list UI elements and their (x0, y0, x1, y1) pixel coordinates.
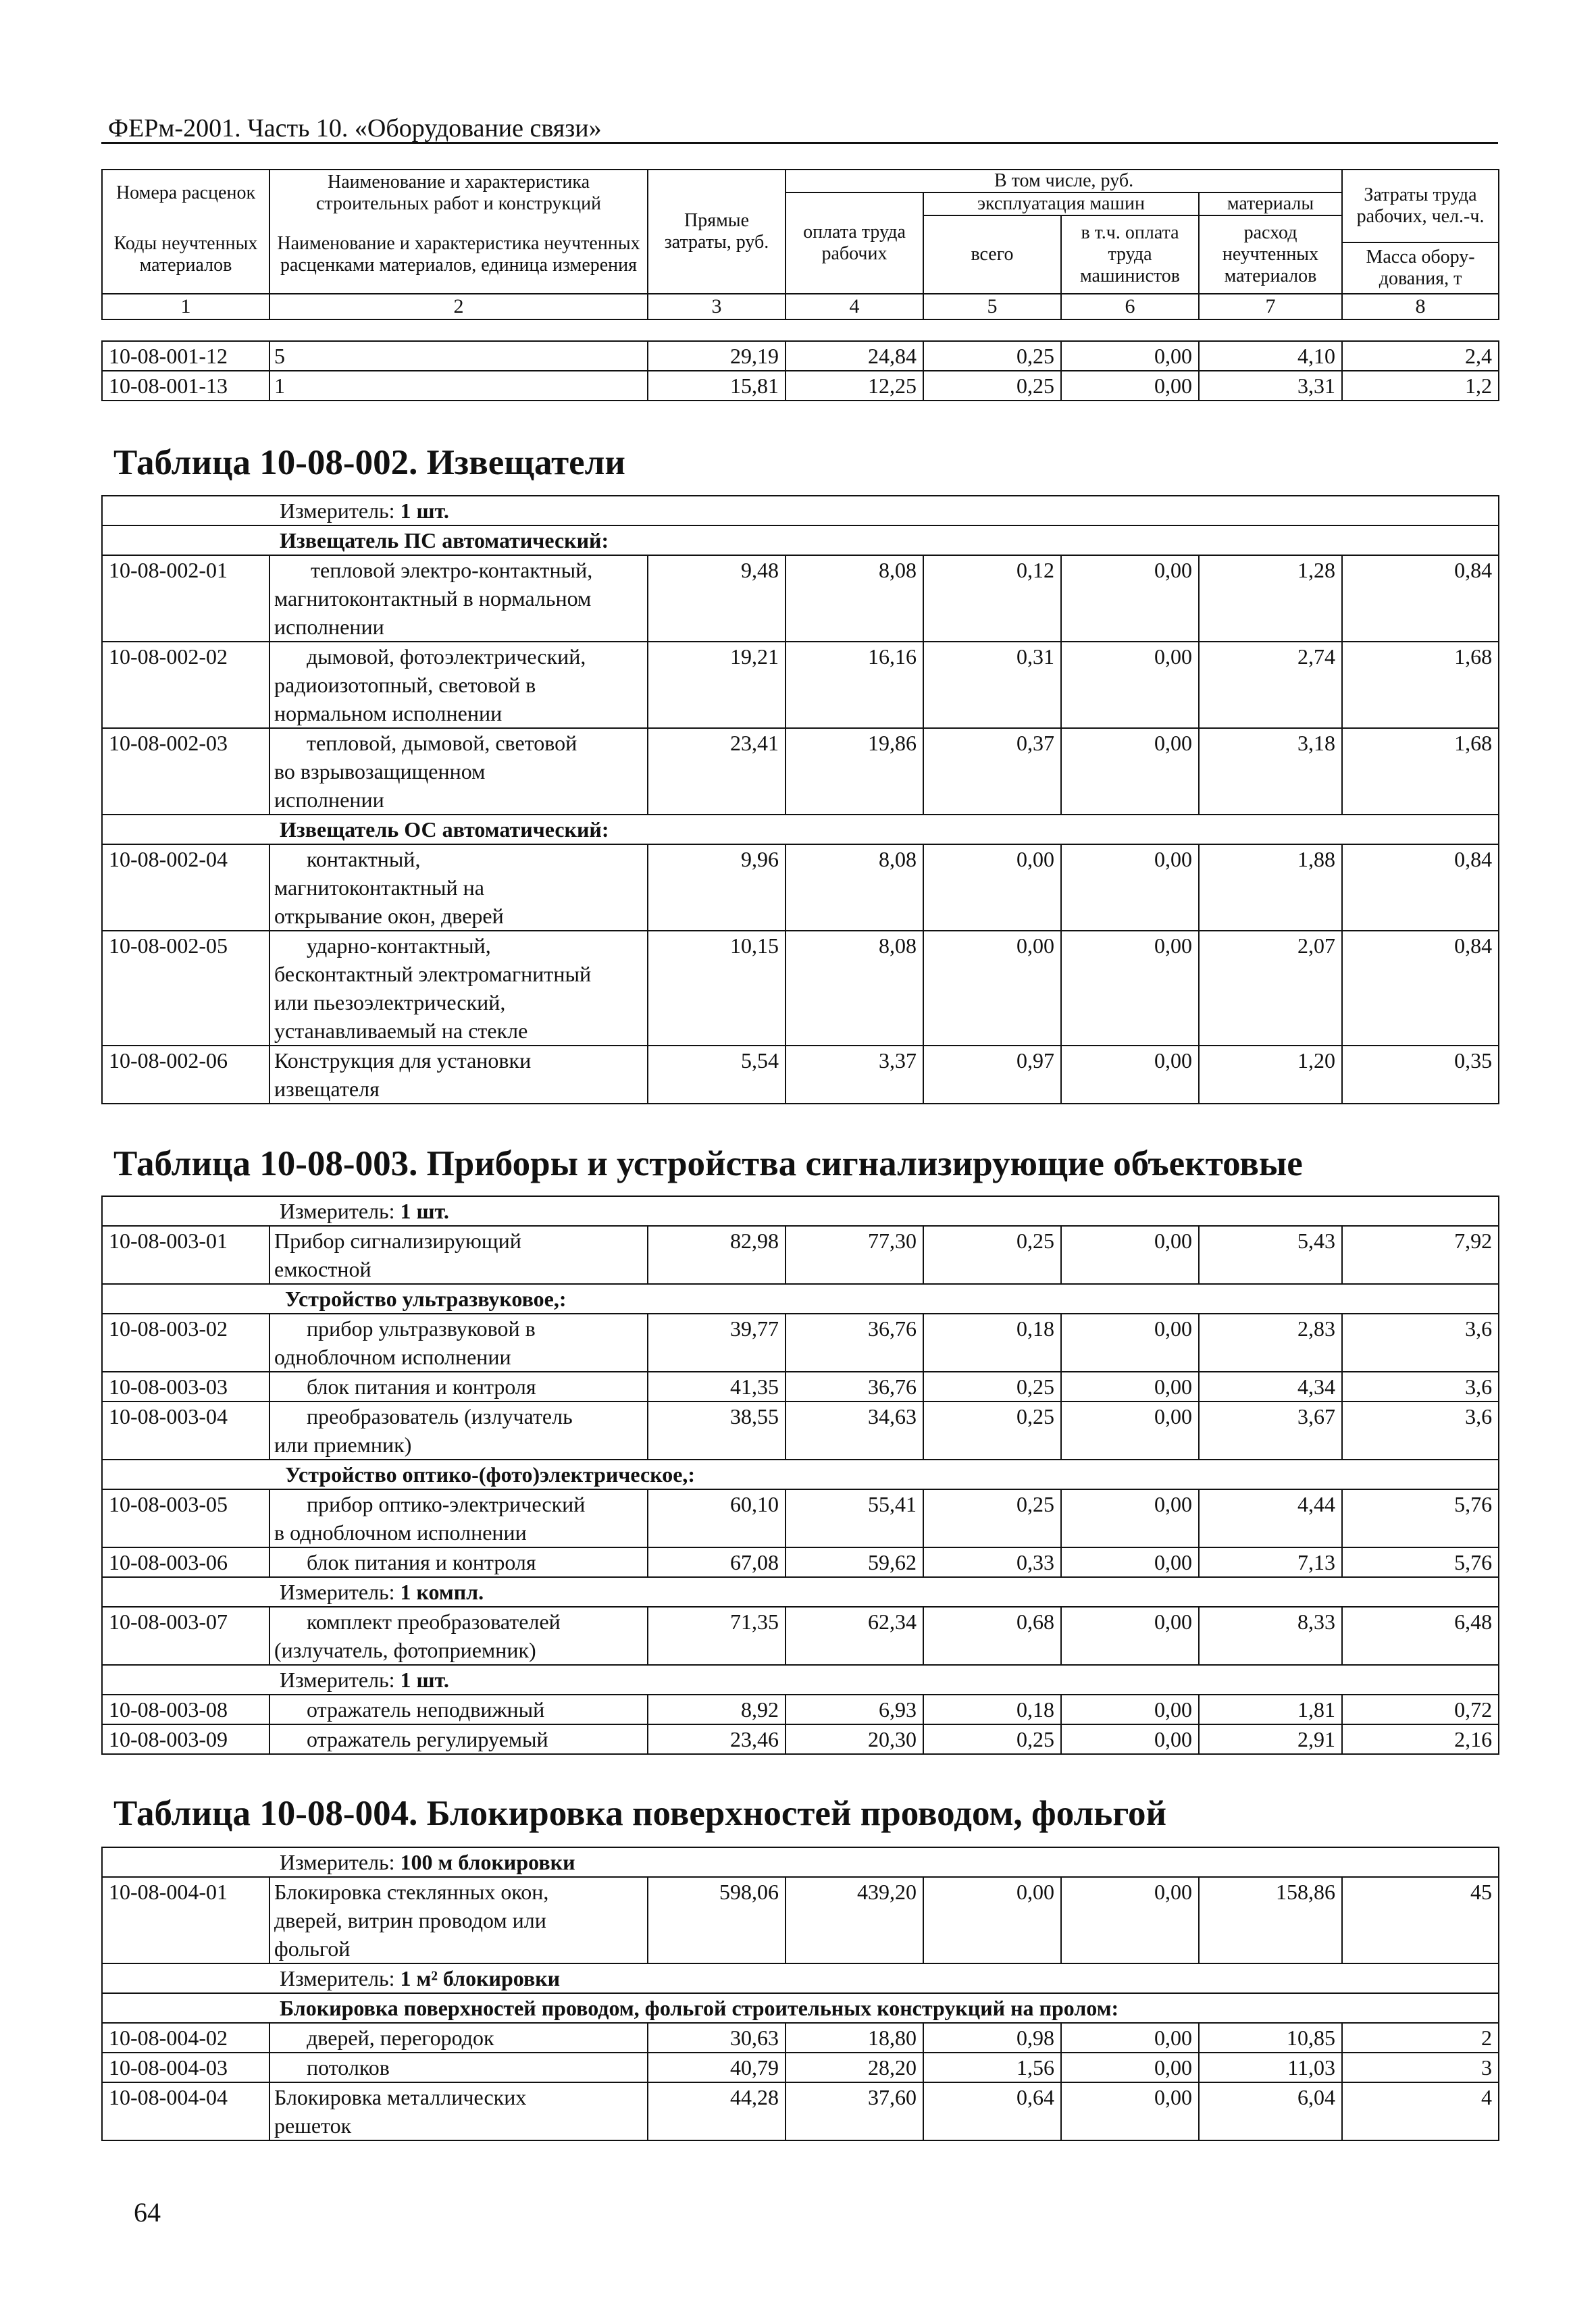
wages-cost: 8,08 (786, 931, 923, 1046)
rate-code: 10-08-001-12 (102, 341, 269, 371)
labor-cost: 0,72 (1342, 1695, 1499, 1724)
table-row (102, 1877, 1499, 1963)
rate-name: контактный, магнитоконтактный на открывание окон, дверей (269, 844, 648, 931)
rate-code: 10-08-002-01 (102, 555, 269, 642)
table-row (102, 1226, 1499, 1284)
table-004-title: Таблица 10-08-004. Блокировка поверхностей проводом, фольгой (113, 1794, 1167, 1833)
rate-code: 10-08-003-01 (102, 1226, 269, 1284)
machines-cost: 0,25 (923, 1402, 1061, 1460)
wages-cost: 59,62 (786, 1547, 923, 1577)
machinist-wages: 0,00 (1061, 1724, 1199, 1754)
table-row (102, 555, 1499, 642)
machinist-wages: 0,00 (1061, 1402, 1199, 1460)
materials-cost: 5,43 (1199, 1226, 1342, 1284)
machinist-wages: 0,00 (1061, 1695, 1199, 1724)
machinist-wages: 0,00 (1061, 1046, 1199, 1104)
table-002-title: Таблица 10-08-002. Извещатели (113, 443, 625, 482)
wages-cost: 37,60 (786, 2082, 923, 2140)
table-row (102, 931, 1499, 1046)
rate-name: потолков (269, 2053, 648, 2082)
carry-table (101, 340, 1499, 401)
labor-cost: 0,35 (1342, 1046, 1499, 1104)
wages-cost: 8,08 (786, 844, 923, 931)
labor-cost: 5,76 (1342, 1489, 1499, 1547)
machines-cost: 0,25 (923, 1226, 1061, 1284)
rate-name: ударно-контактный, бесконтактный электромагнитный или пьезоэлектрический, устанавливаемый на стекле (269, 931, 648, 1046)
machinist-wages: 0,00 (1061, 642, 1199, 728)
rate-name: прибор ультразвуковой в одноблочном исполнении (269, 1314, 648, 1372)
rate-code: 10-08-004-03 (102, 2053, 269, 2082)
col-num-3: 3 (648, 294, 786, 319)
table-row (102, 1724, 1499, 1754)
table-row (102, 1547, 1499, 1577)
machines-cost: 0,98 (923, 2023, 1061, 2053)
materials-cost: 4,10 (1199, 341, 1342, 371)
group-heading: Извещатель ПС автоматический: (102, 525, 1499, 555)
machinist-wages: 0,00 (1061, 844, 1199, 931)
machinist-wages: 0,00 (1061, 341, 1199, 371)
col-num-8: 8 (1342, 294, 1499, 319)
wages-cost: 77,30 (786, 1226, 923, 1284)
rate-name: дымовой, фотоэлектрический, радиоизотопный, световой в нормальном исполнении (269, 642, 648, 728)
machinist-wages: 0,00 (1061, 2023, 1199, 2053)
header-rule (101, 142, 1498, 144)
machinist-wages: 0,00 (1061, 1314, 1199, 1372)
machinist-wages: 0,00 (1061, 1372, 1199, 1402)
col-num-7: 7 (1199, 294, 1342, 319)
rate-name: отражатель регулируемый (269, 1724, 648, 1754)
labor-cost: 6,48 (1342, 1607, 1499, 1665)
col-labor: Затраты труда рабочих, чел.-ч. (1342, 170, 1499, 242)
wages-cost: 18,80 (786, 2023, 923, 2053)
rate-code: 10-08-004-04 (102, 2082, 269, 2140)
table-row (102, 1314, 1499, 1372)
labor-cost: 2,4 (1342, 341, 1499, 371)
labor-cost: 2,16 (1342, 1724, 1499, 1754)
machinist-wages: 0,00 (1061, 2053, 1199, 2082)
machines-cost: 0,97 (923, 1046, 1061, 1104)
machines-cost: 0,18 (923, 1314, 1061, 1372)
rate-code: 10-08-003-04 (102, 1402, 269, 1460)
direct-cost: 82,98 (648, 1226, 786, 1284)
wages-cost: 24,84 (786, 341, 923, 371)
rate-code: 10-08-001-13 (102, 371, 269, 401)
labor-cost: 3,6 (1342, 1372, 1499, 1402)
direct-cost: 71,35 (648, 1607, 786, 1665)
direct-cost: 67,08 (648, 1547, 786, 1577)
rate-code: 10-08-003-07 (102, 1607, 269, 1665)
direct-cost: 598,06 (648, 1877, 786, 1963)
rate-name: блок питания и контроля (269, 1372, 648, 1402)
materials-cost: 2,07 (1199, 931, 1342, 1046)
table-row (102, 1695, 1499, 1724)
wages-cost: 55,41 (786, 1489, 923, 1547)
machines-cost: 0,31 (923, 642, 1061, 728)
rate-name: Конструкция для установки извещателя (269, 1046, 648, 1104)
materials-cost: 4,34 (1199, 1372, 1342, 1402)
rate-code: 10-08-003-08 (102, 1695, 269, 1724)
col-num-4: 4 (786, 294, 923, 319)
column-header-table (101, 169, 1499, 320)
machinist-wages: 0,00 (1061, 2082, 1199, 2140)
materials-cost: 6,04 (1199, 2082, 1342, 2140)
wages-cost: 34,63 (786, 1402, 923, 1460)
rate-name: отражатель неподвижный (269, 1695, 648, 1724)
direct-cost: 9,48 (648, 555, 786, 642)
group-heading: Устройство ультразвуковое,: (102, 1284, 1499, 1314)
wages-cost: 16,16 (786, 642, 923, 728)
labor-cost: 0,84 (1342, 844, 1499, 931)
direct-cost: 19,21 (648, 642, 786, 728)
direct-cost: 23,41 (648, 728, 786, 815)
group-heading: Блокировка поверхностей проводом, фольгой строительных конструкций на пролом: (102, 1993, 1499, 2023)
machinist-wages: 0,00 (1061, 1226, 1199, 1284)
table-row (102, 1489, 1499, 1547)
rate-code: 10-08-004-02 (102, 2023, 269, 2053)
col-mass: Масса обору-дования, т (1342, 242, 1499, 294)
machines-cost: 0,25 (923, 1372, 1061, 1402)
table-row (102, 341, 1499, 371)
direct-cost: 39,77 (648, 1314, 786, 1372)
rate-name: 1 (269, 371, 648, 401)
col-num-6: 6 (1061, 294, 1199, 319)
labor-cost: 3,6 (1342, 1314, 1499, 1372)
wages-cost: 62,34 (786, 1607, 923, 1665)
machines-cost: 0,18 (923, 1695, 1061, 1724)
wages-cost: 28,20 (786, 2053, 923, 2082)
machines-cost: 0,25 (923, 1489, 1061, 1547)
rate-name: тепловой электро-контактный, магнитоконтактный в нормальном исполнении (269, 555, 648, 642)
table-row (102, 2053, 1499, 2082)
table-003 (101, 1195, 1499, 1755)
machines-cost: 0,00 (923, 1877, 1061, 1963)
rate-name: прибор оптико-электрический в одноблочном исполнении (269, 1489, 648, 1547)
rate-code: 10-08-003-03 (102, 1372, 269, 1402)
page-header: ФЕРм-2001. Часть 10. «Оборудование связи» (108, 114, 602, 143)
labor-cost: 4 (1342, 2082, 1499, 2140)
direct-cost: 44,28 (648, 2082, 786, 2140)
direct-cost: 8,92 (648, 1695, 786, 1724)
rate-code: 10-08-003-09 (102, 1724, 269, 1754)
col-mat-sub: расход неучтенных материалов (1199, 215, 1342, 294)
machinist-wages: 0,00 (1061, 1607, 1199, 1665)
rate-name: блок питания и контроля (269, 1547, 648, 1577)
table-row (102, 371, 1499, 401)
labor-cost: 3 (1342, 2053, 1499, 2082)
measure-label: Измеритель: 1 м² блокировки (102, 1963, 1499, 1993)
wages-cost: 36,76 (786, 1314, 923, 1372)
rate-code: 10-08-002-04 (102, 844, 269, 931)
col-num-5: 5 (923, 294, 1061, 319)
col-incl: В том числе, руб. (786, 170, 1342, 192)
materials-cost: 1,88 (1199, 844, 1342, 931)
direct-cost: 5,54 (648, 1046, 786, 1104)
materials-cost: 8,33 (1199, 1607, 1342, 1665)
machines-cost: 0,68 (923, 1607, 1061, 1665)
measure-label: Измеритель: 1 шт. (102, 496, 1499, 525)
labor-cost: 5,76 (1342, 1547, 1499, 1577)
rate-code: 10-08-002-02 (102, 642, 269, 728)
group-heading: Извещатель ОС автоматический: (102, 815, 1499, 844)
direct-cost: 15,81 (648, 371, 786, 401)
wages-cost: 8,08 (786, 555, 923, 642)
rate-code: 10-08-002-03 (102, 728, 269, 815)
col-wages: оплата труда рабочих (786, 192, 923, 294)
rate-code: 10-08-002-06 (102, 1046, 269, 1104)
measure-label: Измеритель: 1 шт. (102, 1196, 1499, 1226)
direct-cost: 10,15 (648, 931, 786, 1046)
rate-name: преобразователь (излучатель или приемник) (269, 1402, 648, 1460)
machines-cost: 1,56 (923, 2053, 1061, 2082)
rate-name: Блокировка металлических решеток (269, 2082, 648, 2140)
table-row (102, 844, 1499, 931)
wages-cost: 439,20 (786, 1877, 923, 1963)
rate-name: тепловой, дымовой, световой во взрывозащищенном исполнении (269, 728, 648, 815)
table-row (102, 642, 1499, 728)
materials-cost: 3,18 (1199, 728, 1342, 815)
table-row (102, 2082, 1499, 2140)
col-b-top: Наименование и характеристика строительных работ и конструкций (269, 170, 648, 215)
labor-cost: 1,2 (1342, 371, 1499, 401)
rate-code: 10-08-004-01 (102, 1877, 269, 1963)
materials-cost: 10,85 (1199, 2023, 1342, 2053)
materials-cost: 4,44 (1199, 1489, 1342, 1547)
measure-label: Измеритель: 100 м блокировки (102, 1847, 1499, 1877)
wages-cost: 20,30 (786, 1724, 923, 1754)
table-row (102, 1607, 1499, 1665)
table-003-title: Таблица 10-08-003. Приборы и устройства сигнализирующие объектовые (113, 1144, 1303, 1183)
labor-cost: 7,92 (1342, 1226, 1499, 1284)
machines-cost: 0,25 (923, 371, 1061, 401)
direct-cost: 29,19 (648, 341, 786, 371)
rate-name: 5 (269, 341, 648, 371)
rate-name: Блокировка стеклянных окон, дверей, витрин проводом или фольгой (269, 1877, 648, 1963)
col-num-1: 1 (102, 294, 269, 319)
rate-name: Прибор сигнализирующий емкостной (269, 1226, 648, 1284)
table-002 (101, 495, 1499, 1104)
col-m-wages: в т.ч. оплата труда машинистов (1061, 215, 1199, 294)
labor-cost: 1,68 (1342, 642, 1499, 728)
direct-cost: 38,55 (648, 1402, 786, 1460)
machinist-wages: 0,00 (1061, 555, 1199, 642)
materials-cost: 158,86 (1199, 1877, 1342, 1963)
rate-name: дверей, перегородок (269, 2023, 648, 2053)
machines-cost: 0,00 (923, 844, 1061, 931)
col-m-total: всего (923, 215, 1061, 294)
page-number: 64 (134, 2197, 161, 2228)
machinist-wages: 0,00 (1061, 931, 1199, 1046)
direct-cost: 60,10 (648, 1489, 786, 1547)
wages-cost: 3,37 (786, 1046, 923, 1104)
group-heading: Устройство оптико-(фото)электрическое,: (102, 1460, 1499, 1489)
labor-cost: 0,84 (1342, 931, 1499, 1046)
materials-cost: 2,91 (1199, 1724, 1342, 1754)
rate-name: комплект преобразователей (излучатель, фотоприемник) (269, 1607, 648, 1665)
machinist-wages: 0,00 (1061, 1547, 1199, 1577)
direct-cost: 40,79 (648, 2053, 786, 2082)
machinist-wages: 0,00 (1061, 1877, 1199, 1963)
col-a-bottom: Коды неучтенных материалов (102, 215, 269, 294)
machines-cost: 0,12 (923, 555, 1061, 642)
materials-cost: 1,20 (1199, 1046, 1342, 1104)
materials-cost: 3,31 (1199, 371, 1342, 401)
rate-code: 10-08-002-05 (102, 931, 269, 1046)
machines-cost: 0,37 (923, 728, 1061, 815)
col-direct: Прямые затраты, руб. (648, 170, 786, 294)
materials-cost: 1,28 (1199, 555, 1342, 642)
table-row (102, 1402, 1499, 1460)
table-row (102, 728, 1499, 815)
measure-label: Измеритель: 1 шт. (102, 1665, 1499, 1695)
measure-label: Измеритель: 1 компл. (102, 1577, 1499, 1607)
materials-cost: 2,74 (1199, 642, 1342, 728)
machinist-wages: 0,00 (1061, 728, 1199, 815)
materials-cost: 3,67 (1199, 1402, 1342, 1460)
machines-cost: 0,64 (923, 2082, 1061, 2140)
labor-cost: 45 (1342, 1877, 1499, 1963)
materials-cost: 2,83 (1199, 1314, 1342, 1372)
table-004 (101, 1847, 1499, 2141)
machines-cost: 0,00 (923, 931, 1061, 1046)
machinist-wages: 0,00 (1061, 1489, 1199, 1547)
labor-cost: 2 (1342, 2023, 1499, 2053)
direct-cost: 41,35 (648, 1372, 786, 1402)
materials-cost: 11,03 (1199, 2053, 1342, 2082)
direct-cost: 9,96 (648, 844, 786, 931)
col-b-bottom: Наименование и характеристика неучтенных расценками материалов, единица измерения (269, 215, 648, 294)
rate-code: 10-08-003-02 (102, 1314, 269, 1372)
direct-cost: 30,63 (648, 2023, 786, 2053)
machines-cost: 0,25 (923, 341, 1061, 371)
labor-cost: 3,6 (1342, 1402, 1499, 1460)
materials-cost: 7,13 (1199, 1547, 1342, 1577)
wages-cost: 12,25 (786, 371, 923, 401)
wages-cost: 6,93 (786, 1695, 923, 1724)
col-num-2: 2 (269, 294, 648, 319)
direct-cost: 23,46 (648, 1724, 786, 1754)
labor-cost: 0,84 (1342, 555, 1499, 642)
labor-cost: 1,68 (1342, 728, 1499, 815)
table-row (102, 1372, 1499, 1402)
machinist-wages: 0,00 (1061, 371, 1199, 401)
wages-cost: 19,86 (786, 728, 923, 815)
materials-cost: 1,81 (1199, 1695, 1342, 1724)
table-row (102, 2023, 1499, 2053)
table-row (102, 1046, 1499, 1104)
wages-cost: 36,76 (786, 1372, 923, 1402)
col-machines: эксплуатация машин (923, 192, 1199, 215)
col-materials: материалы (1199, 192, 1342, 215)
rate-code: 10-08-003-05 (102, 1489, 269, 1547)
col-a-top: Номера расценок (102, 170, 269, 215)
machines-cost: 0,33 (923, 1547, 1061, 1577)
machines-cost: 0,25 (923, 1724, 1061, 1754)
rate-code: 10-08-003-06 (102, 1547, 269, 1577)
